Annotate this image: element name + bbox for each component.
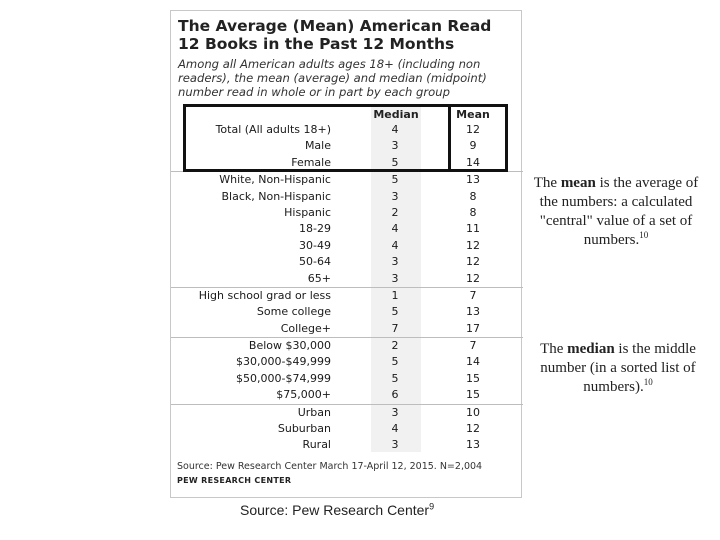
table-row [171, 437, 523, 453]
table-row [171, 205, 523, 221]
table-row [171, 287, 523, 304]
table-row [171, 387, 523, 403]
row-median: 5 [391, 355, 399, 369]
row-mean: 8 [469, 205, 477, 219]
row-label: Rural [302, 438, 331, 452]
row-label: Urban [297, 405, 331, 419]
median-note-term: median [567, 341, 615, 357]
row-mean: 12 [466, 255, 480, 269]
caption-text: Source: Pew Research Center [240, 502, 430, 518]
slide-source-caption [240, 502, 434, 518]
table-row [171, 304, 523, 320]
table-title-line-2: 12 Books in the Past 12 Months [178, 35, 455, 53]
row-mean: 15 [466, 371, 480, 385]
row-label: Female [291, 155, 331, 169]
row-label: Total (All adults 18+) [215, 123, 331, 136]
row-label: 30-49 [299, 238, 331, 252]
median-note-text: is the middle number (in a sorted list of numbers). [540, 341, 696, 395]
row-label: 65+ [307, 271, 331, 285]
table-title [178, 17, 508, 53]
row-mean: 14 [466, 155, 480, 169]
row-median: 2 [391, 205, 399, 219]
table-row [171, 337, 523, 354]
mean-column-header: Mean [456, 108, 490, 121]
table-row [171, 354, 523, 370]
mean-note-prefix: The [533, 175, 561, 191]
row-median: 5 [391, 305, 399, 319]
row-label: Below $30,000 [248, 339, 331, 353]
row-median: 6 [391, 388, 399, 402]
row-label: $30,000-$49,999 [236, 355, 331, 369]
row-mean: 7 [469, 288, 477, 302]
table-row [171, 238, 523, 254]
row-label: High school grad or less [198, 288, 331, 302]
row-label: Suburban [277, 422, 331, 436]
row-median: 3 [391, 189, 399, 203]
row-label: 50-64 [299, 255, 331, 269]
pew-brand-label: PEW RESEARCH CENTER [177, 476, 292, 485]
row-median: 1 [391, 288, 399, 302]
row-median: 7 [391, 321, 399, 335]
table-title-line-1: The Average (Mean) American Read [178, 17, 492, 35]
row-label: $75,000+ [276, 388, 331, 402]
mean-note-term: mean [560, 175, 596, 191]
median-note-ref: 10 [643, 377, 653, 387]
row-mean: 11 [466, 222, 480, 236]
row-mean: 10 [466, 405, 480, 419]
row-median: 5 [391, 371, 399, 385]
total-gender-highlight-box [183, 104, 508, 172]
table-row [171, 321, 523, 337]
row-mean: 13 [466, 173, 480, 187]
row-median: 3 [391, 139, 399, 153]
row-label: Black, Non-Hispanic [221, 189, 331, 203]
table-row [171, 189, 523, 205]
row-mean: 8 [469, 189, 477, 203]
row-label: Some college [256, 305, 331, 319]
row-mean: 7 [469, 339, 477, 353]
row-median: 2 [391, 339, 399, 353]
table-source-note: Source: Pew Research Center March 17-April 12, 2015. N=2,004 [177, 461, 483, 472]
mean-note-ref: 10 [639, 230, 649, 240]
row-label: Hispanic [284, 205, 331, 219]
row-mean: 12 [466, 238, 480, 252]
row-mean: 12 [466, 422, 480, 436]
row-label: $50,000-$74,999 [236, 371, 331, 385]
table-row [171, 371, 523, 387]
table-subtitle: Among all American adults ages 18+ (including non readers), the mean (average) and median (midpoint) number read in whole or in part by each group [178, 57, 487, 99]
row-median: 3 [391, 438, 399, 452]
row-label: College+ [280, 321, 331, 335]
table-row [171, 421, 523, 437]
median-note-prefix: The [540, 341, 568, 357]
row-mean: 12 [466, 271, 480, 285]
table-row [171, 221, 523, 237]
survey-table-image [170, 10, 522, 498]
table-row [171, 254, 523, 270]
row-median: 3 [391, 271, 399, 285]
caption-ref: 9 [429, 501, 435, 512]
median-definition-note [538, 340, 698, 397]
row-mean: 14 [466, 355, 480, 369]
row-median: 3 [391, 405, 399, 419]
row-median: 3 [391, 255, 399, 269]
row-median: 4 [391, 123, 399, 136]
table-row [171, 271, 523, 287]
row-label: White, Non-Hispanic [219, 173, 331, 187]
row-label: 18-29 [299, 222, 331, 236]
row-label: Male [304, 139, 331, 153]
table-row [171, 404, 523, 421]
row-mean: 12 [466, 123, 480, 136]
row-mean: 15 [466, 388, 480, 402]
row-mean: 9 [469, 139, 477, 153]
mean-note-text: is the average of the numbers: a calculated "central" value of a set of numbers. [539, 175, 699, 248]
mean-definition-note [528, 174, 704, 250]
row-median: 4 [391, 222, 399, 236]
median-column-header: Median [373, 108, 419, 121]
table-row [171, 171, 523, 188]
row-mean: 13 [466, 438, 480, 452]
row-median: 4 [391, 422, 399, 436]
row-median: 5 [391, 155, 399, 169]
row-mean: 17 [466, 321, 480, 335]
row-median: 4 [391, 238, 399, 252]
mean-column-divider [448, 104, 451, 172]
row-mean: 13 [466, 305, 480, 319]
row-median: 5 [391, 173, 399, 187]
